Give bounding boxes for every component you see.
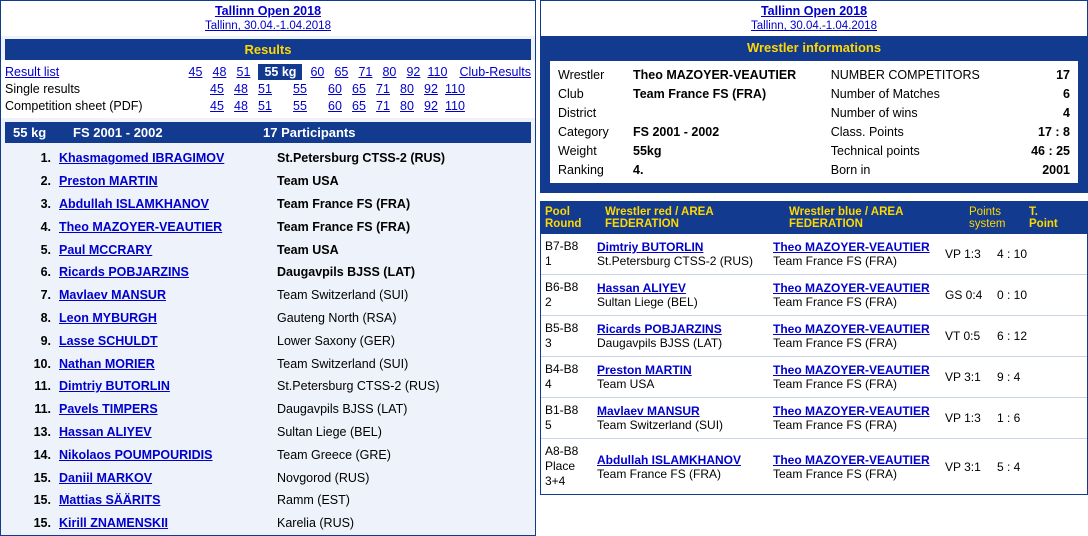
participant-name <box>59 425 277 439</box>
sheet-weight-60-link[interactable]: 60 <box>328 98 342 113</box>
single-results-row <box>5 80 531 97</box>
header-technical-point: T. Point <box>1029 206 1058 230</box>
match-points-system: VP 3:1 <box>945 370 981 384</box>
participant-name <box>59 174 277 188</box>
participant-rank: 15. <box>33 493 51 508</box>
participant-rank: 5. <box>40 242 51 257</box>
single-weight-110-link[interactable]: 110 <box>445 81 465 96</box>
participant-rank: 6. <box>40 265 51 280</box>
participant-rank: 8. <box>40 310 51 325</box>
participant-rank: 15. <box>33 516 51 531</box>
match-row <box>541 234 1087 274</box>
info-value-right: 2001 <box>1042 162 1070 177</box>
match-technical-point: 5 : 4 <box>997 459 1021 474</box>
info-label-right: Class. Points <box>830 124 904 139</box>
participant-row <box>1 307 535 330</box>
participant-rank: 4. <box>40 219 51 234</box>
single-weight-51-link[interactable]: 51 <box>258 81 272 96</box>
info-value-left: 55kg <box>633 143 662 158</box>
club-results-link[interactable]: Club-Results <box>459 64 531 79</box>
sheet-weight-45-link[interactable]: 45 <box>210 98 224 113</box>
left-header <box>1 1 535 36</box>
match-row <box>541 315 1087 356</box>
participant-row <box>1 147 535 170</box>
participant-row <box>1 375 535 398</box>
match-red-wrestler <box>593 358 769 396</box>
match-row <box>541 274 1087 315</box>
participant-rank: 2. <box>40 174 51 189</box>
participant-name <box>59 357 277 371</box>
match-points-system: VP 1:3 <box>945 247 981 261</box>
participant-row <box>1 398 535 421</box>
wrestler-info-row <box>556 141 1072 160</box>
participant-name-link[interactable]: Lasse SCHULDT <box>59 333 158 348</box>
wrestler-info-bar: Wrestler informations <box>746 40 882 55</box>
info-value-left <box>631 103 829 122</box>
participant-name <box>59 197 277 211</box>
participant-name <box>59 151 277 165</box>
info-value-left: Theo MAZOYER-VEAUTIER <box>633 67 797 82</box>
participant-name-link[interactable]: Ricards POBJARZINS <box>59 265 189 280</box>
competition-sheet-row <box>5 97 531 114</box>
weight-class-links <box>1 60 535 118</box>
participant-name-link[interactable]: Hassan ALIYEV <box>59 424 152 439</box>
match-technical-point: 6 : 12 <box>997 329 1028 343</box>
red-wrestler-team: Team Switzerland (SUI) <box>597 418 724 432</box>
blue-wrestler-link[interactable]: Theo MAZOYER-VEAUTIER <box>773 363 930 377</box>
sheet-weight-48-link[interactable]: 48 <box>234 98 248 113</box>
participant-row <box>1 352 535 375</box>
blue-wrestler-team: Team France FS (FRA) <box>773 418 898 432</box>
blue-wrestler-link[interactable]: Theo MAZOYER-VEAUTIER <box>773 281 930 295</box>
participant-row <box>1 421 535 444</box>
event-title-link-right[interactable]: Tallinn Open 2018 <box>760 4 868 18</box>
match-technical-point: 0 : 10 <box>997 288 1028 302</box>
blue-wrestler-team: Team France FS (FRA) <box>773 295 898 309</box>
match-pool-round: A8-B8 Place 3+4 <box>545 444 579 488</box>
participant-name <box>59 334 277 348</box>
match-points-system: GS 0:4 <box>945 288 983 302</box>
match-technical-point: 9 : 4 <box>997 370 1021 384</box>
red-wrestler-link[interactable]: Abdullah ISLAMKHANOV <box>597 452 741 467</box>
participant-row <box>1 329 535 352</box>
red-wrestler-team: Daugavpils BJSS (LAT) <box>597 336 723 350</box>
event-location-date-link[interactable]: Tallinn, 30.04.-1.04.2018 <box>205 20 331 32</box>
participant-rank: 9. <box>40 333 51 348</box>
wrestler-info-row <box>556 122 1072 141</box>
blue-wrestler-team: Team France FS (FRA) <box>773 336 898 350</box>
match-pool-round: B5-B8 3 <box>545 321 579 350</box>
participant-team: Sultan Liege (BEL) <box>277 424 382 439</box>
participant-team: Novgorod (RUS) <box>277 470 370 485</box>
match-points-system: VP 3:1 <box>945 459 981 474</box>
match-technical-point: 1 : 6 <box>997 411 1021 425</box>
weight-65-link[interactable]: 65 <box>334 64 349 79</box>
participant-row <box>1 443 535 466</box>
result-list-link[interactable]: Result list <box>5 64 60 79</box>
participant-team: Team Switzerland (SUI) <box>277 288 409 303</box>
match-blue-wrestler <box>769 358 941 396</box>
match-pool-round: B7-B8 1 <box>545 239 579 268</box>
participant-name-link[interactable]: Nathan MORIER <box>59 356 155 371</box>
header-wrestler-red: Wrestler red / AREA FEDERATION <box>605 206 714 230</box>
info-label-right: Number of Matches <box>830 86 940 101</box>
blue-wrestler-team: Team France FS (FRA) <box>773 466 898 481</box>
participant-name-link[interactable]: Abdullah ISLAMKHANOV <box>59 196 209 211</box>
participant-rank: 14. <box>33 447 51 462</box>
match-blue-wrestler <box>769 317 941 355</box>
blue-wrestler-team: Team France FS (FRA) <box>773 377 898 391</box>
match-blue-wrestler <box>769 235 941 273</box>
participant-name-link[interactable]: Leon MYBURGH <box>59 310 157 325</box>
info-value-right: 17 : 8 <box>1038 124 1070 139</box>
sheet-weight-92-link[interactable]: 92 <box>424 98 438 113</box>
match-blue-wrestler <box>769 399 941 437</box>
single-results-label: Single results <box>5 81 81 96</box>
pool-table-header <box>541 202 1087 234</box>
participant-row <box>1 193 535 216</box>
participant-rank: 10. <box>33 356 51 371</box>
match-red-wrestler <box>593 235 769 273</box>
blue-wrestler-team: Team France FS (FRA) <box>773 254 898 268</box>
info-label-left: Weight <box>558 143 597 158</box>
red-wrestler-team: Team USA <box>597 377 655 391</box>
participant-name <box>59 516 277 530</box>
wrestler-info-row <box>556 103 1072 122</box>
category-bar <box>5 122 531 143</box>
category-participants: 17 Participants <box>263 125 356 140</box>
single-weight-48-link[interactable]: 48 <box>234 81 248 96</box>
red-wrestler-team: Team France FS (FRA) <box>597 466 722 481</box>
info-value-right: 6 <box>1063 86 1070 101</box>
weight-110-link[interactable]: 110 <box>427 64 448 79</box>
participant-team: St.Petersburg CTSS-2 (RUS) <box>277 379 440 394</box>
participant-name-link[interactable]: Daniil MARKOV <box>59 470 153 485</box>
wrestler-info-row <box>556 84 1072 103</box>
participant-name <box>59 220 277 234</box>
participant-rank: 11. <box>34 379 51 394</box>
participant-name <box>59 311 277 325</box>
participant-rank: 7. <box>40 288 51 303</box>
participant-team: Daugavpils BJSS (LAT) <box>277 265 415 280</box>
participant-team: St.Petersburg CTSS-2 (RUS) <box>277 151 446 166</box>
red-wrestler-link[interactable]: Mavlaev MANSUR <box>597 404 700 418</box>
participant-row <box>1 215 535 238</box>
participant-team: Team Greece (GRE) <box>277 447 391 462</box>
participant-row <box>1 466 535 489</box>
result-list-row <box>5 63 531 80</box>
competition-sheet-label: Competition sheet (PDF) <box>5 98 143 113</box>
result-list-panel <box>0 0 536 536</box>
participant-name-link[interactable]: Mavlaev MANSUR <box>59 288 166 303</box>
match-red-wrestler <box>593 317 769 355</box>
wrestler-info-row <box>556 160 1072 179</box>
info-label-right: Technical points <box>830 143 920 158</box>
match-blue-wrestler <box>769 448 941 486</box>
red-wrestler-link[interactable]: Preston MARTIN <box>597 363 692 377</box>
info-label-left: Ranking <box>558 162 604 177</box>
wrestler-info-box <box>540 0 1088 193</box>
info-label-left: Category <box>558 124 609 139</box>
participant-name <box>59 402 277 416</box>
wrestler-info-panel <box>540 0 1088 495</box>
red-wrestler-team: St.Petersburg CTSS-2 (RUS) <box>597 254 754 268</box>
participant-row <box>1 261 535 284</box>
event-location-date-link-right[interactable]: Tallinn, 30.04.-1.04.2018 <box>751 20 877 32</box>
participant-team: Lower Saxony (GER) <box>277 333 396 348</box>
category-name: FS 2001 - 2002 <box>73 125 163 140</box>
single-weight-92-link[interactable]: 92 <box>424 81 438 96</box>
participant-row <box>1 170 535 193</box>
sheet-weight-65-link[interactable]: 65 <box>352 98 366 113</box>
match-pool-round: B1-B8 5 <box>545 403 579 432</box>
info-label-right: NUMBER COMPETITORS <box>830 67 980 82</box>
red-wrestler-link[interactable]: Ricards POBJARZINS <box>597 322 722 336</box>
single-weight-71-link[interactable]: 71 <box>376 81 390 96</box>
info-value-right: 4 <box>1063 105 1070 120</box>
info-label-right: Born in <box>830 162 871 177</box>
participant-team: Daugavpils BJSS (LAT) <box>277 402 408 417</box>
info-value-left: 4. <box>633 162 644 177</box>
header-wrestler-blue: Wrestler blue / AREA FEDERATION <box>789 206 903 230</box>
match-pool-round: B4-B8 4 <box>545 362 579 391</box>
single-weight-80-link[interactable]: 80 <box>400 81 414 96</box>
participant-name <box>59 288 277 302</box>
sheet-weight-80-link[interactable]: 80 <box>400 98 414 113</box>
header-points-system: Points system <box>969 206 1006 230</box>
participant-team: Karelia (RUS) <box>277 516 355 531</box>
weight-48-link[interactable]: 48 <box>212 64 227 79</box>
participant-name-link[interactable]: Pavels TIMPERS <box>59 402 158 417</box>
participant-row <box>1 238 535 261</box>
match-row <box>541 397 1087 438</box>
results-bar: Results <box>5 39 531 60</box>
participant-name <box>59 243 277 257</box>
participant-team: Team Switzerland (SUI) <box>277 356 409 371</box>
wrestler-info-row <box>556 65 1072 84</box>
participant-rank: 15. <box>33 470 51 485</box>
participant-name-link[interactable]: Theo MAZOYER-VEAUTIER <box>59 219 223 234</box>
wrestler-info-card <box>549 60 1079 184</box>
participant-name <box>59 471 277 485</box>
match-technical-point: 4 : 10 <box>997 247 1028 261</box>
info-label-left: District <box>558 105 597 120</box>
participant-rank: 3. <box>40 196 51 211</box>
single-weight-45-link[interactable]: 45 <box>210 81 224 96</box>
weight-55-selected: 55 kg <box>258 64 302 80</box>
info-label-right: Number of wins <box>830 105 918 120</box>
blue-wrestler-link[interactable]: Theo MAZOYER-VEAUTIER <box>773 240 930 254</box>
participant-name-link[interactable]: Paul MCCRARY <box>59 242 153 257</box>
red-wrestler-link[interactable]: Dimtriy BUTORLIN <box>597 240 704 254</box>
match-row <box>541 438 1087 494</box>
participant-name-link[interactable]: Nikolaos POUMPOURIDIS <box>59 447 213 462</box>
red-wrestler-link[interactable]: Hassan ALIYEV <box>597 281 686 295</box>
participant-team: Team France FS (FRA) <box>277 196 411 211</box>
blue-wrestler-link[interactable]: Theo MAZOYER-VEAUTIER <box>773 452 930 467</box>
match-points-system: VT 0:5 <box>945 329 981 343</box>
event-title-link[interactable]: Tallinn Open 2018 <box>214 4 322 18</box>
info-value-right: 46 : 25 <box>1031 143 1070 158</box>
participant-rank: 1. <box>40 151 51 166</box>
participant-row <box>1 284 535 307</box>
participant-name <box>59 493 277 507</box>
sheet-weight-110-link[interactable]: 110 <box>445 98 465 113</box>
match-pool-round: B6-B8 2 <box>545 280 579 309</box>
match-row <box>541 356 1087 397</box>
info-label-left: Club <box>558 86 584 101</box>
weight-80-link[interactable]: 80 <box>382 64 397 79</box>
wrestler-info-table <box>556 65 1072 179</box>
match-blue-wrestler <box>769 276 941 314</box>
participant-rank: 13. <box>33 424 51 439</box>
sheet-weight-71-link[interactable]: 71 <box>376 98 390 113</box>
participant-team: Ramm (EST) <box>277 493 350 508</box>
blue-wrestler-link[interactable]: Theo MAZOYER-VEAUTIER <box>773 322 930 336</box>
single-weight-60-link[interactable]: 60 <box>328 81 342 96</box>
weight-71-link[interactable]: 71 <box>358 64 373 79</box>
blue-wrestler-link[interactable]: Theo MAZOYER-VEAUTIER <box>773 404 930 418</box>
red-wrestler-team: Sultan Liege (BEL) <box>597 295 698 309</box>
participant-name-link[interactable]: Mattias SÄÄRITS <box>59 493 161 508</box>
participant-rank: 11. <box>34 402 51 417</box>
weight-92-link[interactable]: 92 <box>406 64 421 79</box>
participant-name-link[interactable]: Preston MARTIN <box>59 174 158 189</box>
match-red-wrestler <box>593 276 769 314</box>
weight-45-link[interactable]: 45 <box>188 64 203 79</box>
participant-row <box>1 512 535 535</box>
right-header <box>541 1 1087 36</box>
participant-team: Team France FS (FRA) <box>277 219 411 234</box>
match-red-wrestler <box>593 448 769 486</box>
participant-name-link[interactable]: Kirill ZNAMENSKII <box>59 516 169 531</box>
participant-team: Team USA <box>277 242 339 257</box>
sheet-weight-55-link[interactable]: 55 <box>293 98 307 113</box>
match-red-wrestler <box>593 399 769 437</box>
match-points-system: VP 1:3 <box>945 411 981 425</box>
pool-matches-table <box>540 201 1088 495</box>
participant-name <box>59 448 277 462</box>
info-value-right: 17 <box>1056 67 1070 82</box>
single-weight-55-link[interactable]: 55 <box>293 81 307 96</box>
category-weight: 55 kg <box>13 125 47 140</box>
info-value-left: FS 2001 - 2002 <box>633 124 720 139</box>
participant-team: Team USA <box>277 174 339 189</box>
weight-60-link[interactable]: 60 <box>310 64 325 79</box>
participant-name <box>59 379 277 393</box>
participant-row <box>1 489 535 512</box>
header-pool-round: Pool Round <box>545 206 582 230</box>
info-label-left: Wrestler <box>558 67 605 82</box>
participant-name <box>59 265 277 279</box>
single-weight-65-link[interactable]: 65 <box>352 81 366 96</box>
participant-list <box>1 143 535 535</box>
info-value-left: Team France FS (FRA) <box>633 86 767 101</box>
weight-51-link[interactable]: 51 <box>236 64 251 79</box>
participant-team: Gauteng North (RSA) <box>277 310 397 325</box>
participant-name-link[interactable]: Dimtriy BUTORLIN <box>59 379 170 394</box>
participant-name-link[interactable]: Khasmagomed IBRAGIMOV <box>59 151 225 166</box>
sheet-weight-51-link[interactable]: 51 <box>258 98 272 113</box>
